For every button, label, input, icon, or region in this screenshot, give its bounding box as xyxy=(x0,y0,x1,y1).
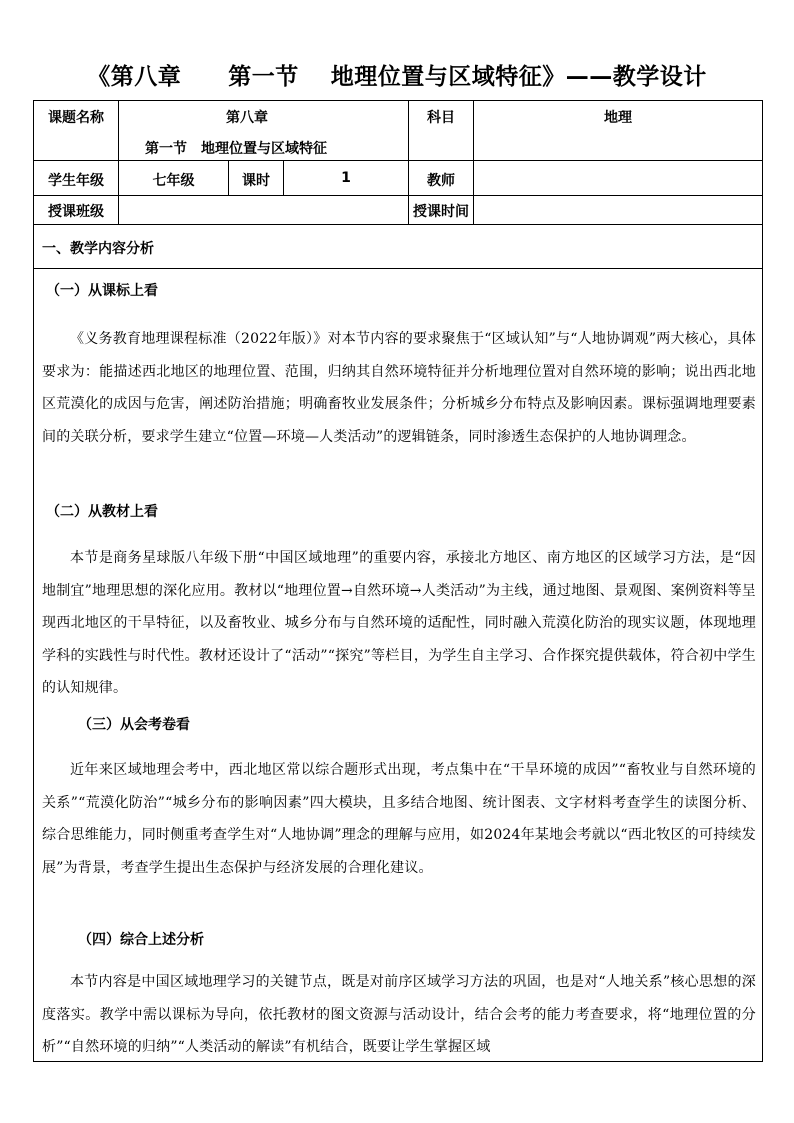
grade-value: 七年级 xyxy=(119,161,229,196)
class-value[interactable] xyxy=(119,196,409,225)
paragraph-curriculum: 《义务教育地理课程标准（2022年版）》对本节内容的要求聚焦于“区域认知”与“人地协调观”两大核心，具体要求为：能描述西北地区的地理位置、范围，归纳其自然环境特征并分析地理位置对自然环境的影响；说出西北地区荒漠化的成因与危害，阐述防治措施；明确畜牧业发展条件；分析城乡分布特点及影响因素。课标强调地理要素间的关联分析，要求学生建立“位置—环境—人类活动”的逻辑链条，同时渗透生态保护的人地协调理念。 xyxy=(42,331,756,445)
grade-label: 学生年级 xyxy=(34,161,119,196)
hours-value: 1 xyxy=(284,161,409,196)
hours-label: 课时 xyxy=(229,161,284,196)
topic-value xyxy=(119,101,409,161)
class-label: 授课班级 xyxy=(34,196,119,225)
time-label: 授课时间 xyxy=(409,196,474,225)
paragraph-summary: 本节内容是中国区域地理学习的关键节点，既是对前序区域学习方法的巩固，也是对“人地关系”核心思想的深度落实。教学中需以课标为导向，依托教材的图文资源与活动设计，结合会考的能力考查要求，将“地理位置的分析”“自然环境的归纳”“人类活动的解读”有机结合，既要让学生掌握区域 xyxy=(42,974,756,1055)
teacher-label: 教师 xyxy=(409,161,474,196)
subject-label: 科目 xyxy=(409,101,474,161)
document-title: 《第八章 第一节 地理位置与区域特征》——教学设计 xyxy=(87,64,707,90)
section-body xyxy=(34,269,762,1061)
subject-value: 地理 xyxy=(474,101,762,161)
time-value[interactable] xyxy=(474,196,762,225)
paragraph-exam: 近年来区域地理会考中，西北地区常以综合题形式出现，考点集中在“干旱环境的成因”“畜牧业与自然环境的关系”“荒漠化防治”“城乡分布的影响因素”四大模块，且多结合地图、统计图表、文字材料考查学生的读图分析、综合思维能力，同时侧重考查学生对“人地协调”理念的理解与应用，如2024年某地会考就以“西北牧区的可持续发展”为背景，考查学生提出生态保护与经济发展的合理化建议。 xyxy=(42,762,756,876)
section-heading-row xyxy=(34,225,762,269)
topic-line-2: 第一节 地理位置与区域特征 xyxy=(145,141,327,157)
lesson-plan-table xyxy=(33,100,763,1062)
topic-label: 课题名称 xyxy=(34,101,119,161)
paragraph-textbook: 本节是商务星球版八年级下册“中国区域地理”的重要内容，承接北方地区、南方地区的区域学习方法，是“因地制宜”地理思想的深化应用。教材以“地理位置→自然环境→人类活动”为主线，通过地图、景观图、案例资料等呈现西北地区的干旱特征，以及畜牧业、城乡分布与自然环境的适配性，同时融入荒漠化防治的现实议题，体现地理学科的实践性与时代性。教材还设计了“活动”“探究”等栏目，为学生自主学习、合作探究提供载体，符合初中学生的认知规律。 xyxy=(42,550,756,696)
sub-heading-exam: （三）从会考卷看 xyxy=(78,717,190,733)
sub-heading-textbook: （二）从教材上看 xyxy=(46,504,158,520)
sub-heading-curriculum: （一）从课标上看 xyxy=(46,283,158,299)
teacher-value[interactable] xyxy=(474,161,762,196)
sub-heading-summary: （四）综合上述分析 xyxy=(78,932,204,948)
topic-line-1: 第八章 xyxy=(226,110,268,126)
section-title: 一、教学内容分析 xyxy=(42,241,154,257)
